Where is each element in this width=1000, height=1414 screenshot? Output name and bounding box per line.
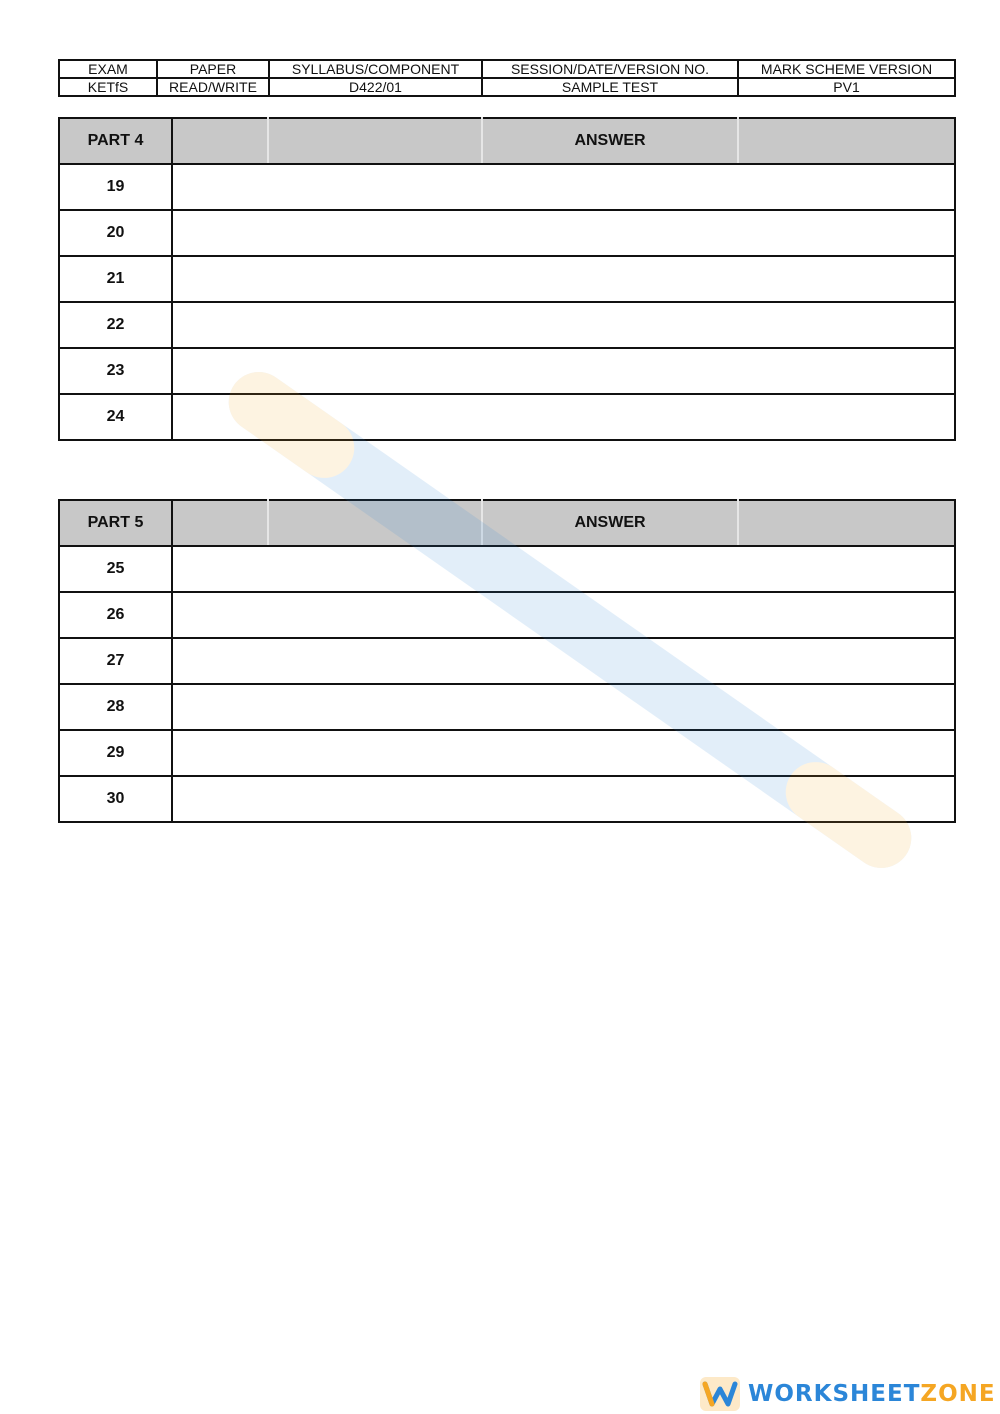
syllabus-component-value: D422/01 bbox=[269, 78, 482, 96]
question-number: 30 bbox=[59, 776, 172, 822]
exam-info-values-row bbox=[59, 78, 955, 96]
answer-row bbox=[59, 546, 955, 592]
question-number: 28 bbox=[59, 684, 172, 730]
question-number: 26 bbox=[59, 592, 172, 638]
answer-cell[interactable] bbox=[172, 592, 955, 638]
question-number: 23 bbox=[59, 348, 172, 394]
exam-info-labels-row bbox=[59, 60, 955, 78]
header-blank-cell bbox=[738, 118, 955, 164]
answer-row bbox=[59, 776, 955, 822]
session-date-version-label: SESSION/DATE/VERSION NO. bbox=[482, 60, 738, 78]
exam-value: KETfS bbox=[59, 78, 157, 96]
part-4-label: PART 4 bbox=[59, 118, 172, 164]
answer-cell[interactable] bbox=[172, 638, 955, 684]
header-blank-cell bbox=[172, 500, 268, 546]
answer-row bbox=[59, 348, 955, 394]
header-blank-cell bbox=[268, 118, 482, 164]
answer-heading: ANSWER bbox=[482, 500, 738, 546]
answer-cell[interactable] bbox=[172, 730, 955, 776]
answer-cell[interactable] bbox=[172, 684, 955, 730]
mark-scheme-version-label: MARK SCHEME VERSION bbox=[738, 60, 955, 78]
header-blank-cell bbox=[172, 118, 268, 164]
question-number: 22 bbox=[59, 302, 172, 348]
paper-value: READ/WRITE bbox=[157, 78, 269, 96]
brand-accent-text: ZONE bbox=[920, 1381, 996, 1407]
answer-row bbox=[59, 394, 955, 440]
question-number: 19 bbox=[59, 164, 172, 210]
mark-scheme-version-value: PV1 bbox=[738, 78, 955, 96]
answer-cell[interactable] bbox=[172, 256, 955, 302]
answer-row bbox=[59, 256, 955, 302]
session-date-version-value: SAMPLE TEST bbox=[482, 78, 738, 96]
answer-cell[interactable] bbox=[172, 348, 955, 394]
answer-row bbox=[59, 638, 955, 684]
syllabus-component-label: SYLLABUS/COMPONENT bbox=[269, 60, 482, 78]
answer-row bbox=[59, 302, 955, 348]
part-4-header-row bbox=[59, 118, 955, 164]
worksheetzone-wordmark bbox=[748, 1381, 996, 1407]
part-4-answer-table bbox=[58, 117, 956, 441]
answer-cell[interactable] bbox=[172, 546, 955, 592]
part-5-label: PART 5 bbox=[59, 500, 172, 546]
part-5-header-row bbox=[59, 500, 955, 546]
paper-label: PAPER bbox=[157, 60, 269, 78]
question-number: 29 bbox=[59, 730, 172, 776]
answer-cell[interactable] bbox=[172, 302, 955, 348]
question-number: 20 bbox=[59, 210, 172, 256]
header-blank-cell bbox=[738, 500, 955, 546]
question-number: 24 bbox=[59, 394, 172, 440]
answer-cell[interactable] bbox=[172, 776, 955, 822]
answer-cell[interactable] bbox=[172, 164, 955, 210]
worksheetzone-logo bbox=[700, 1374, 1000, 1414]
answer-row bbox=[59, 210, 955, 256]
header-blank-cell bbox=[268, 500, 482, 546]
answer-row bbox=[59, 730, 955, 776]
question-number: 21 bbox=[59, 256, 172, 302]
question-number: 25 bbox=[59, 546, 172, 592]
part-5-answer-table bbox=[58, 499, 956, 823]
answer-row bbox=[59, 684, 955, 730]
answer-cell[interactable] bbox=[172, 394, 955, 440]
question-number: 27 bbox=[59, 638, 172, 684]
exam-info-table bbox=[58, 59, 956, 97]
brand-main-text: WORKSHEET bbox=[748, 1381, 921, 1407]
answer-row bbox=[59, 592, 955, 638]
answer-cell[interactable] bbox=[172, 210, 955, 256]
exam-label: EXAM bbox=[59, 60, 157, 78]
worksheetzone-logo-icon bbox=[700, 1377, 740, 1411]
answer-row bbox=[59, 164, 955, 210]
answer-heading: ANSWER bbox=[482, 118, 738, 164]
